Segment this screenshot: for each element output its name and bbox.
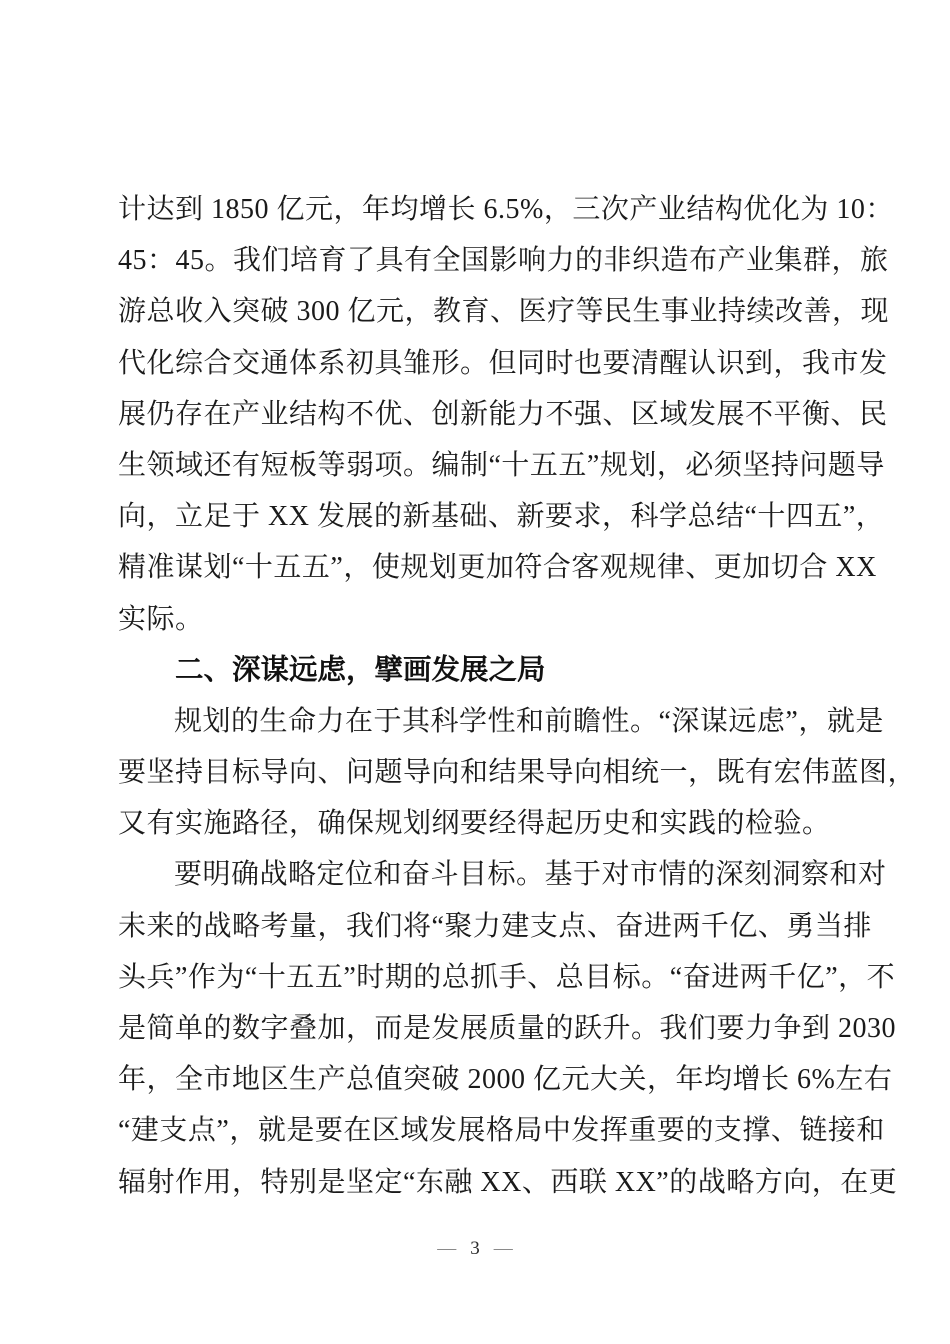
body-text-line: 游总收入突破 300 亿元，教育、医疗等民生事业持续改善，现: [118, 296, 890, 328]
body-text-line: 实际。: [118, 603, 204, 635]
page-number: 3: [470, 1238, 480, 1259]
body-text-line: 生领域还有短板等弱项。编制“十五五”规划，必须坚持问题导: [118, 449, 885, 481]
document-body: [118, 184, 917, 1208]
body-text-line: 要坚持目标导向、问题导向和结果导向相统一，既有宏伟蓝图，: [118, 757, 917, 789]
body-text-line: 计达到 1850 亿元，年均增长 6.5%，三次产业结构优化为 10：: [118, 194, 894, 225]
footer-dash-left: —: [437, 1238, 457, 1259]
paragraph: [118, 849, 898, 1207]
body-text-line: 辐射作用，特别是坚定“东融 XX、西联 XX”的战略方向，在更: [118, 1166, 898, 1198]
body-text-line: 年，全市地区生产总值突破 2000 亿元大关，年均增长 6%左右: [118, 1064, 893, 1096]
page-footer: [0, 1236, 950, 1262]
body-text-line: 未来的战略考量，我们将“聚力建支点、奋进两千亿、勇当排: [118, 910, 872, 942]
section-heading: 二、深谋远虑，擘画发展之局: [175, 653, 546, 686]
body-text-line: 又有实施路径，确保规划纲要经得起历史和实践的检验。: [118, 808, 831, 840]
body-text-line: 45：45。我们培育了具有全国影响力的非织造布产业集群，旅: [118, 245, 889, 277]
body-text-line: 要明确战略定位和奋斗目标。基于对市情的深刻洞察和对: [174, 859, 887, 891]
body-text-line: 代化综合交通体系初具雏形。但同时也要清醒认识到，我市发: [118, 347, 888, 379]
body-text-line: 头兵”作为“十五五”时期的总抓手、总目标。“奋进两千亿”，不: [118, 961, 896, 993]
body-text-line: 精准谋划“十五五”，使规划更加符合客观规律、更加切合 XX: [118, 552, 877, 584]
body-text-line: 向，立足于 XX 发展的新基础、新要求，科学总结“十四五”，: [118, 501, 885, 533]
paragraph: [118, 696, 917, 850]
paragraph-continuation: [118, 184, 894, 645]
body-text-line: 规划的生命力在于其科学性和前瞻性。“深谋远虑”，就是: [174, 705, 884, 737]
body-text-line: 是简单的数字叠加，而是发展质量的跃升。我们要力争到 2030: [118, 1013, 897, 1044]
body-text-line: “建支点”，就是要在区域发展格局中发挥重要的支撑、链接和: [118, 1115, 885, 1147]
footer-dash-right: —: [493, 1238, 513, 1259]
body-text-line: 展仍存在产业结构不优、创新能力不强、区域发展不平衡、民: [118, 398, 888, 430]
